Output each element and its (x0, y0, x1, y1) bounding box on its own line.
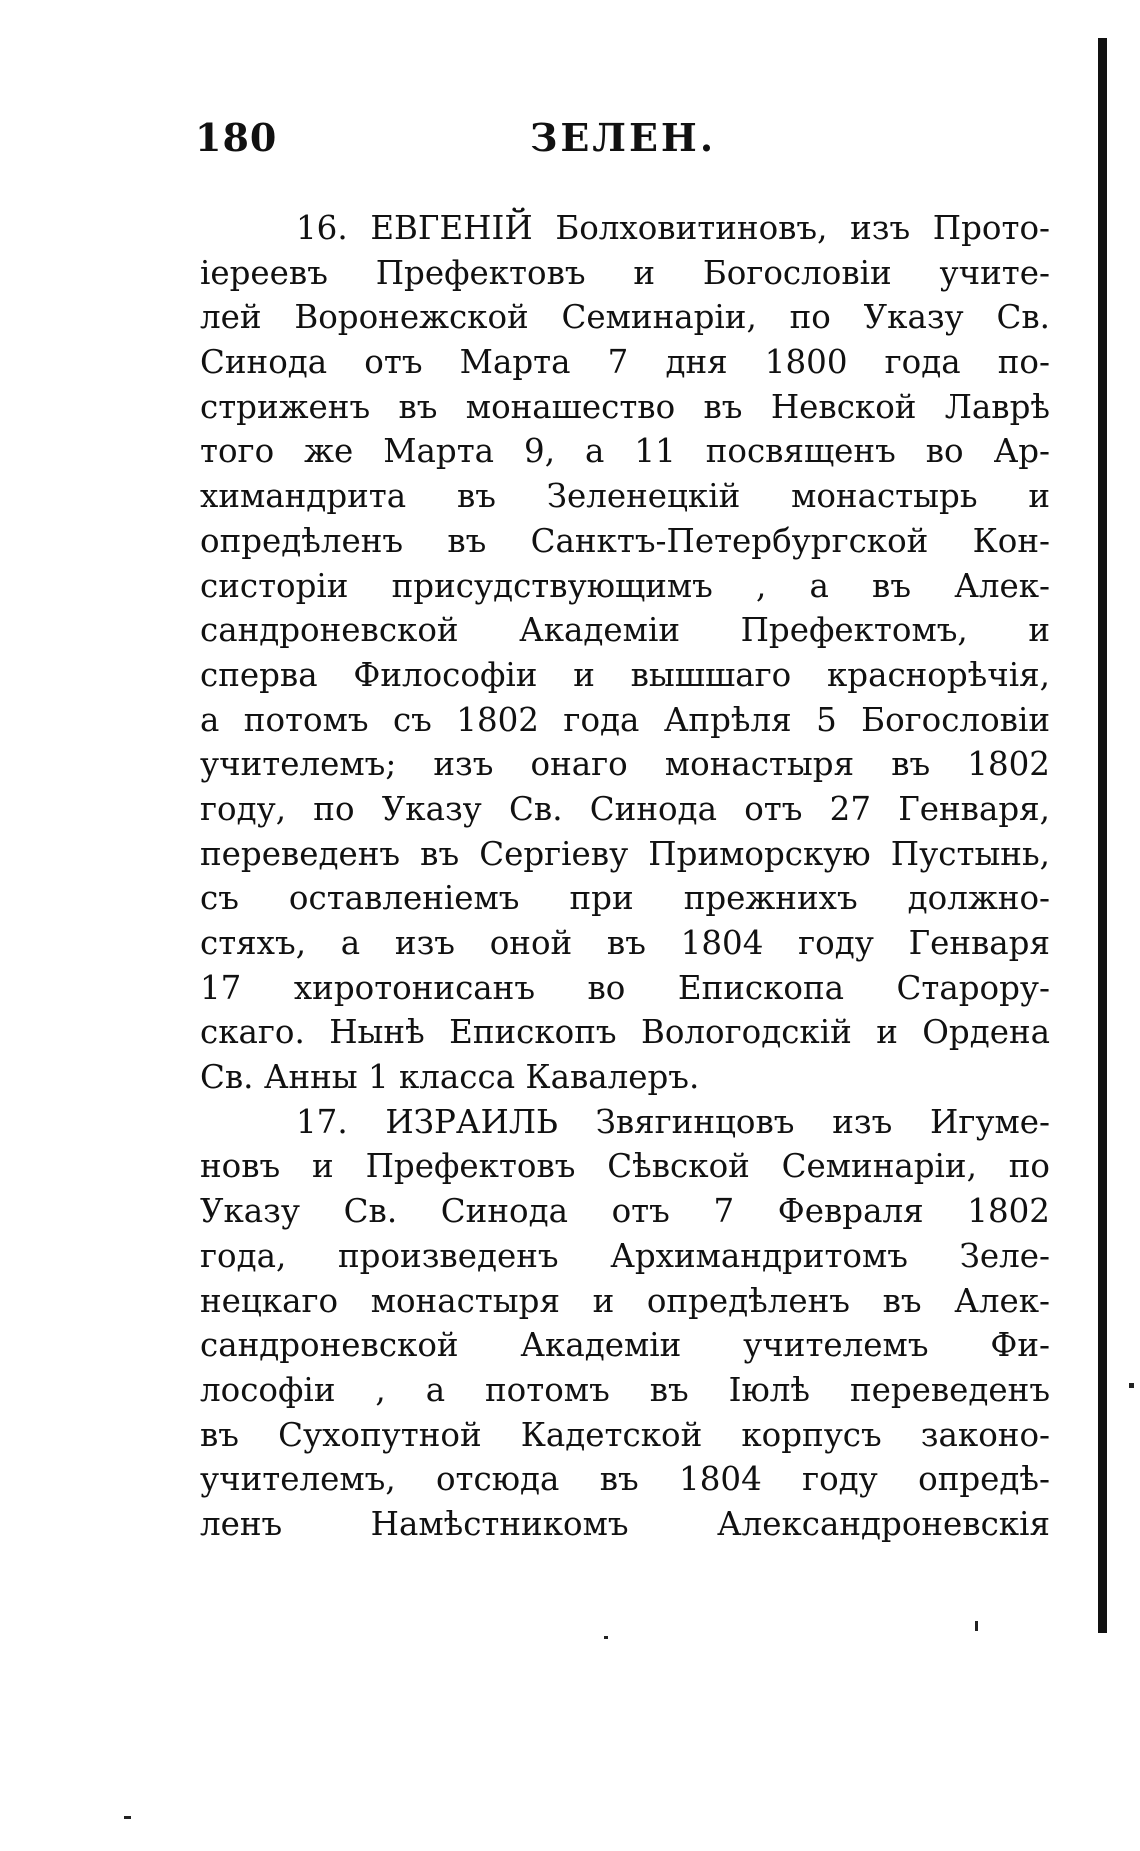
running-head: ЗЕЛЕН. (530, 115, 717, 160)
text-line: переведенъ въ Сергіеву Приморскую Пустынь, (200, 834, 1050, 873)
text-line: Синода отъ Марта 7 дня 1800 года по- (200, 343, 1050, 382)
text-line: Св. Анны 1 класса Кавалеръ. (200, 1058, 700, 1097)
text-line: 17 хиротонисанъ во Епископа Старору- (200, 968, 1050, 1007)
text-line: учителемъ; изъ онаго монастыря въ 1802 (200, 745, 1050, 784)
text-line: ленъ Намѣстникомъ Александроневскія (200, 1504, 1050, 1543)
ink-speck (1129, 1383, 1134, 1388)
text-line: сандроневской Академіи Префектомъ, и (200, 611, 1050, 650)
text-line: сперва Философіи и вышшаго краснорѣчія, (200, 655, 1050, 694)
page-edge-shadow (1098, 38, 1107, 1633)
ink-speck (975, 1621, 978, 1631)
text-line: лософіи , а потомъ въ Іюлѣ переведенъ (200, 1370, 1050, 1409)
text-line: учителемъ, отсюда въ 1804 году опредѣ- (200, 1460, 1050, 1499)
text-line: 16. ЕВГЕНІЙ Болховитиновъ, изъ Прото- (296, 209, 1050, 247)
ink-speck (124, 1816, 131, 1819)
ink-speck (604, 1636, 608, 1639)
text-line: нецкаго монастыря и опредѣленъ въ Алек- (200, 1281, 1050, 1320)
text-line: систоріи присудствующимъ , а въ Алек- (200, 566, 1050, 605)
text-line: 17. ИЗРАИЛЬ Звягинцовъ изъ Игуме- (296, 1102, 1050, 1141)
text-line: того же Марта 9, а 11 посвященъ во Ар- (200, 432, 1050, 471)
page-number: 180 (195, 115, 278, 160)
text-line: стяхъ, а изъ оной въ 1804 году Генваря (200, 924, 1050, 962)
body-text (200, 206, 1050, 1547)
text-line: Указу Св. Синода отъ 7 Февраля 1802 (200, 1192, 1050, 1231)
text-line: сандроневской Академіи учителемъ Фи- (200, 1326, 1050, 1365)
text-line: химандрита въ Зеленецкій монастырь и (200, 477, 1050, 516)
text-line: въ Сухопутной Кадетской корпусъ законо- (200, 1415, 1050, 1454)
text-line: опредѣленъ въ Санктъ-Петербургской Кон- (200, 521, 1050, 560)
text-line: года, произведенъ Архимандритомъ Зеле- (200, 1236, 1050, 1275)
text-line: году, по Указу Св. Синода отъ 27 Генваря, (200, 789, 1050, 828)
text-line: лей Воронежской Семинаріи, по Указу Св. (200, 298, 1050, 337)
text-line: новъ и Префектовъ Сѣвской Семинаріи, по (200, 1147, 1050, 1186)
text-line: скаго. Нынѣ Епископъ Вологодскій и Ордена (200, 1013, 1050, 1052)
page-header (195, 115, 1055, 175)
text-line: стриженъ въ монашество въ Невской Лаврѣ (200, 387, 1050, 426)
text-line: а потомъ съ 1802 года Апрѣля 5 Богословіи (200, 700, 1050, 739)
text-line: съ оставленіемъ при прежнихъ должно- (200, 879, 1050, 918)
text-line: іереевъ Префектовъ и Богословіи учите- (200, 253, 1050, 292)
